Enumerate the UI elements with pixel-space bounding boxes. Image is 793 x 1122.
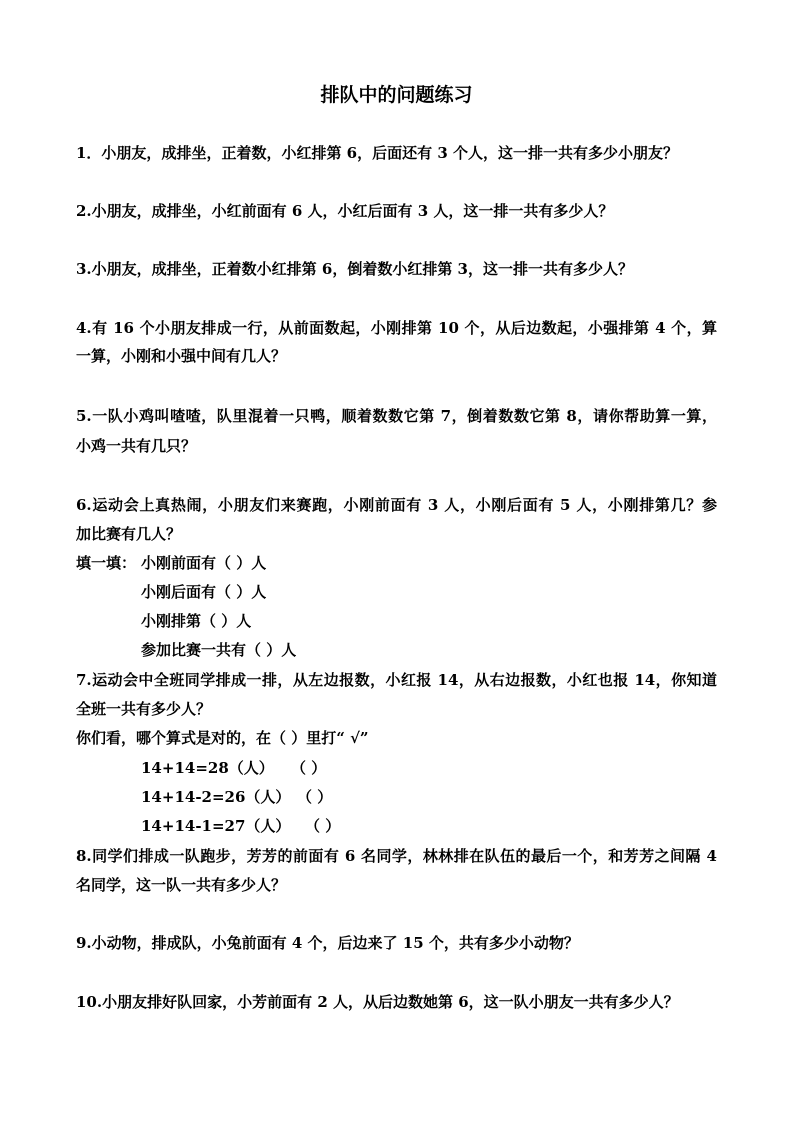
- question-1: 1．小朋友，成排坐，正着数，小红排第 6，后面还有 3 个人，这一排一共有多少小朋友？: [76, 144, 678, 162]
- check-option-box: （ ）: [297, 788, 333, 806]
- check-prompt: 你们看，哪个算式是对的，在（ ）里打“ √”: [76, 729, 369, 747]
- question-7-line-1: 7.运动会中全班同学排成一排，从左边报数，小红报 14，从右边报数，小红也报 14，你知道: [76, 671, 717, 689]
- check-option-box: （ ）: [291, 759, 327, 777]
- question-2: 2.小朋友，成排坐，小红前面有 6 人，小红后面有 3 人，这一排一共有多少人？: [76, 202, 614, 220]
- question-5-line-2: 小鸡一共有几只？: [76, 437, 197, 455]
- question-10: 10.小朋友排好队回家，小芳前面有 2 人，从后边数她第 6，这一队小朋友一共有多少人？: [76, 993, 679, 1011]
- fill-in-item: 小刚排第（ ）人: [141, 612, 252, 630]
- question-8-line-2: 名同学，这一队一共有多少人？: [76, 876, 287, 894]
- fill-in-item: 小刚前面有（ ）人: [141, 554, 267, 572]
- question-5-line-1: 5.一队小鸡叫喳喳，队里混着一只鸭，顺着数数它第 7，倒着数数它第 8，请你帮助算一算，: [76, 407, 717, 425]
- fill-in-item: 小刚后面有（ ）人: [141, 583, 267, 601]
- question-7-line-2: 全班一共有多少人？: [76, 700, 212, 718]
- page-title: 排队中的问题练习: [320, 84, 473, 106]
- question-6-line-2: 加比赛有几人？: [76, 525, 182, 543]
- question-4-line-1: 4.有 16 个小朋友排成一行，从前面数起，小刚排第 10 个，从后边数起，小强排第 4 个，算: [76, 319, 717, 337]
- check-option-expr: 14+14=28（人）: [141, 759, 274, 777]
- fill-in-lead: 填一填：: [76, 554, 137, 572]
- fill-in-item: 参加比赛一共有（ ）人: [141, 641, 297, 659]
- question-8-line-1: 8.同学们排成一队跑步，芳芳的前面有 6 名同学，林林排在队伍的最后一个，和芳芳之间隔 4: [76, 847, 717, 865]
- question-9: 9.小动物，排成队，小兔前面有 4 个，后边来了 15 个，共有多少小动物？: [76, 934, 579, 952]
- question-6-line-1: 6.运动会上真热闹，小朋友们来赛跑，小刚前面有 3 人，小刚后面有 5 人，小刚排第几？参: [76, 496, 717, 514]
- question-3: 3.小朋友，成排坐，正着数小红排第 6，倒着数小红排第 3，这一排一共有多少人？: [76, 260, 633, 278]
- check-option-expr: 14+14-2=26（人）: [141, 788, 291, 806]
- question-4-line-2: 一算，小刚和小强中间有几人？: [76, 347, 287, 365]
- check-option-expr: 14+14-1=27（人）: [141, 817, 291, 835]
- check-option-box: （ ）: [305, 817, 341, 835]
